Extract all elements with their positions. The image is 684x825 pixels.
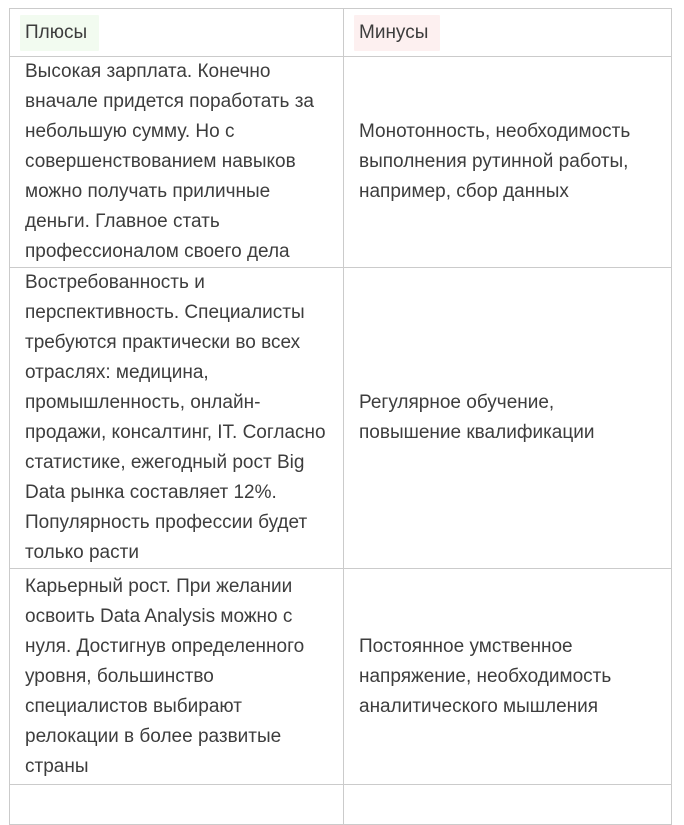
pros-cell: Карьерный рост. При желании освоить Data Analysis можно с нуля. Достигнув определенного уровня, большинство специалистов выбирают релокации в более развитые страны — [10, 569, 344, 785]
cons-header-highlight: Минусы — [354, 15, 440, 51]
cons-cell: Постоянное умственное напряжение, необходимость аналитического мышления — [344, 569, 672, 785]
table-row-cut-off — [10, 785, 672, 825]
page — [0, 8, 684, 798]
table-row — [10, 268, 672, 569]
cons-cell: Монотонность, необходимость выполнения рутинной работы, например, сбор данных — [344, 57, 672, 268]
pros-cell-empty — [10, 785, 344, 825]
pros-cell: Высокая зарплата. Конечно вначале придется поработать за небольшую сумму. Но с совершенствованием навыков можно получать приличные деньги. Главное стать профессионалом своего дела — [10, 57, 344, 268]
pros-cons-table-wrapper — [9, 8, 671, 825]
pros-header-cell — [10, 9, 344, 57]
pros-cell: Востребованность и перспективность. Специалисты требуются практически во всех отраслях: медицина, промышленность, онлайн-продажи, консалтинг, IT. Согласно статистике, ежегодный рост Big Data рынка составляет 12%. Популярность профессии будет только расти — [10, 268, 344, 569]
table-row — [10, 569, 672, 785]
cons-cell: Регулярное обучение, повышение квалификации — [344, 268, 672, 569]
table-header-row — [10, 9, 672, 57]
pros-cons-table — [9, 8, 672, 825]
cons-cell-empty — [344, 785, 672, 825]
table-row — [10, 57, 672, 268]
cons-header-cell — [344, 9, 672, 57]
pros-header-highlight: Плюсы — [20, 15, 99, 51]
